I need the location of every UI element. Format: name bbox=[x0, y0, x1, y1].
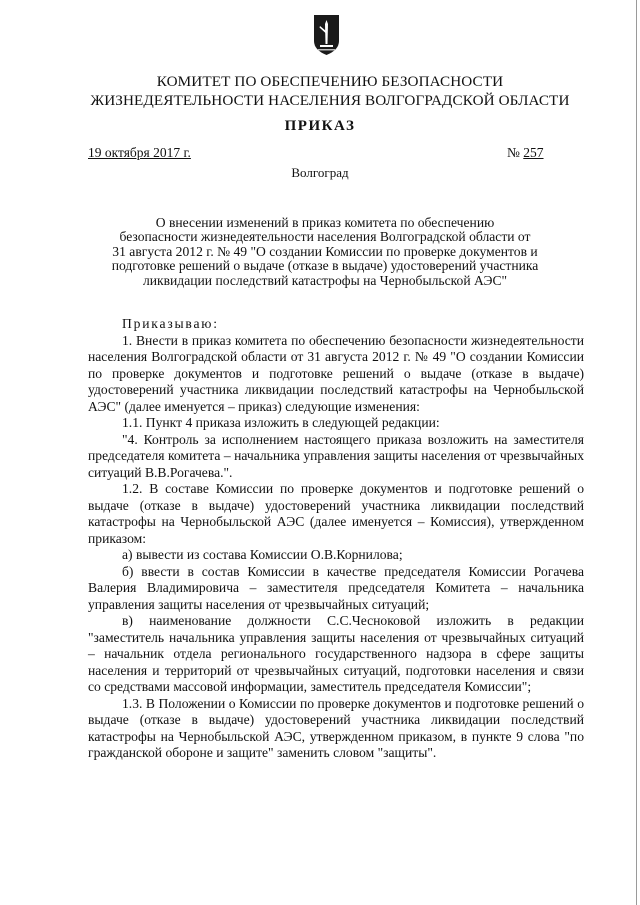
subject-line: 31 августа 2012 г. № 49 "О создании Комиссии по проверке документов и bbox=[112, 243, 538, 259]
document-type: ПРИКАЗ bbox=[284, 118, 356, 134]
organization-line-1: КОМИТЕТ ПО ОБЕСПЕЧЕНИЮ БЕЗОПАСНОСТИ bbox=[156, 73, 504, 90]
document-date: 19 октября 2017 г. bbox=[88, 145, 191, 160]
scan-edge-line bbox=[636, 0, 637, 905]
paragraph-1-1: 1.1. Пункт 4 приказа изложить в следующей редакции: bbox=[122, 415, 440, 430]
paragraph-1-2-a: а) вывести из состава Комиссии О.В.Корнилова; bbox=[122, 547, 403, 562]
order-word: Приказываю: bbox=[122, 316, 219, 331]
subject-line: ликвидации последствий катастрофы на Чернобыльской АЭС" bbox=[142, 272, 508, 288]
paragraph-1-1-text: "4. Контроль за исполнением настоящего приказа возложить на заместителя председателя комитета – начальника управления защиты населения от чрезвычайных ситуаций В.В.Рогачева.". bbox=[88, 431, 584, 480]
organization-name bbox=[40, 72, 620, 110]
organization-line-2: ЖИЗНЕДЕЯТЕЛЬНОСТИ НАСЕЛЕНИЯ ВОЛГОГРАДСКОЙ ОБЛАСТИ bbox=[90, 92, 570, 109]
paragraph-1-2: 1.2. В составе Комиссии по проверке документов и подготовке решений о выдаче (отказе в выдаче) удостоверений участника ликвидации последствий катастрофы на Чернобыльской АЭС (далее именуется – Комиссия), утвержденном приказом: bbox=[88, 481, 584, 546]
paragraph-1-2-b: б) ввести в состав Комиссии в качестве председателя Комиссии Рогачева Валерия Владимировича – заместителя председателя Комитета – начальника управления защиты населения от чрезвычайных ситуаций; bbox=[88, 563, 584, 612]
subject-line: подготовке решений о выдаче (отказе в выдаче) удостоверений участника bbox=[111, 258, 539, 274]
paragraph-1-2-c: в) наименование должности С.С.Чесноковой изложить в редакции "заместитель начальника управления защиты населения от чрезвычайных ситуаций – начальник отдела регионального государственного надзора в сфере защиты населения и территорий от чрезвычайных ситуаций, подготовки населения и связи со средствами массовой информации, заместитель председателя Комиссии"; bbox=[88, 613, 584, 694]
document-body bbox=[88, 316, 584, 762]
document-number bbox=[507, 145, 544, 161]
subject-line: О внесении изменений в приказ комитета по обеспечению bbox=[155, 215, 495, 230]
document-subject bbox=[95, 216, 555, 288]
document-number-value: 257 bbox=[523, 145, 544, 160]
subject-line: безопасности жизнедеятельности населения Волгоградской области от bbox=[119, 229, 531, 245]
document-city: Волгоград bbox=[291, 165, 349, 180]
paragraph-1: 1. Внести в приказ комитета по обеспечению безопасности жизнедеятельности населения Волгоградской области от 31 августа 2012 г. № 49 "О создании Комиссии по проверке документов и подготовке решений о выдаче (отказе в выдаче) удостоверений участника ликвидации последствий катастрофы на Чернобыльской АЭС" (далее именуется – приказ) следующие изменения: bbox=[88, 332, 584, 414]
document-number-prefix: № bbox=[507, 145, 524, 160]
paragraph-1-3: 1.3. В Положении о Комиссии по проверке документов и подготовке решений о выдаче (отказе в выдаче) удостоверений участника ликвидации последствий катастрофы на Чернобыльской АЭС, утвержденном приказом, в пункте 9 слова "по гражданской обороне и защите" заменить словом "защиты". bbox=[88, 695, 584, 760]
coat-of-arms-icon bbox=[313, 14, 340, 56]
